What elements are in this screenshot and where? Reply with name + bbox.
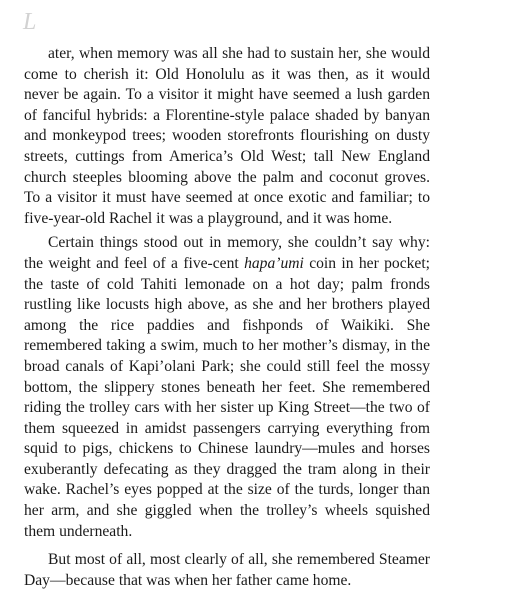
book-page-text <box>24 0 430 591</box>
paragraph-2-text-part-2: coin in her pocket; the taste of cold Tahiti lemonade on a hot day; palm fronds rustling like locusts high above, as she and her brothers played among the rice paddies and fishponds of Waikiki. She remembered taking a swim, much to her mother’s dismay, in the broad canals of Kapi’olani Park; she could still feel the mossy bottom, the slippery stones beneath her feet. She remembered riding the trolley cars with her sister up King Street—the two of them squeezed in amidst passengers carrying everything from squid to pigs, chickens to Chinese laundry—mules and horses exuberantly defecating as they dragged the tram along in their wake. Rachel’s eyes popped at the size of the turds, longer than her arm, and she giggled when the trolley’s wheels squished them underneath. <box>24 254 431 540</box>
paragraph-3 <box>24 550 430 591</box>
paragraph-2 <box>24 233 430 542</box>
drop-cap-letter: L <box>23 9 37 35</box>
paragraph-1-text: ater, when memory was all she had to sustain her, she would come to cherish it: Old Honolulu as it was then, as it would never be again. To a visitor it might have seemed a lush garden of fanciful hybrids: a Florentine-style palace shaded by banyan and monkeypod trees; wooden storefronts flourishing on dusty streets, cuttings from America’s Old West; tall New England church steeples blooming above the palm and coconut groves. To a visitor it must have seemed at once exotic and familiar; to five-year-old Rachel it was a playground, and it was home. <box>24 45 430 227</box>
paragraph-2-text-part-1: Certain things stood out in memory, she couldn’t say why: the weight and feel of a five-cent <box>24 234 430 272</box>
paragraph-1 <box>24 44 430 229</box>
paragraph-2-italic-word: hapa’umi <box>244 254 304 272</box>
paragraph-3-text: But most of all, most clearly of all, she remembered Steamer Day—because that was when her father came home. <box>24 551 430 589</box>
